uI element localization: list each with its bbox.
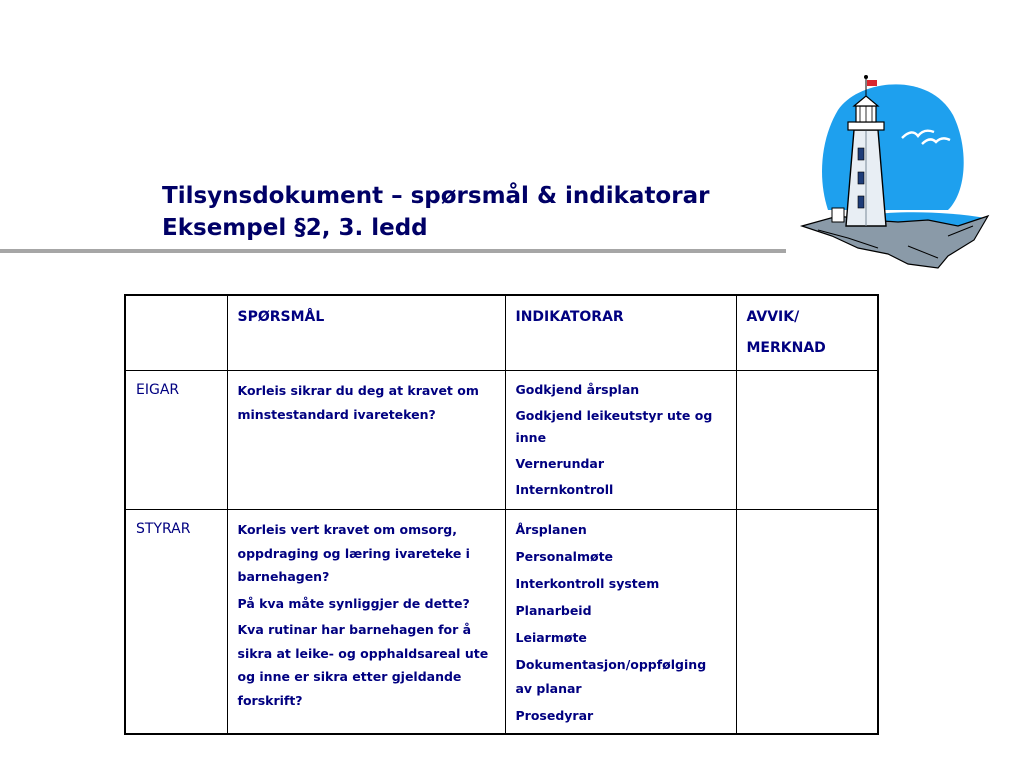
title-divider	[0, 249, 786, 253]
deviation-cell	[736, 371, 878, 510]
header-deviation-line2: MERKNAD	[746, 340, 826, 356]
question-text: På kva måte synliggjer de dette?	[237, 595, 470, 611]
title-line-1: Tilsynsdokument – spørsmål & indikatorar	[162, 183, 710, 209]
row-label-styrar: STYRAR	[125, 510, 227, 735]
indicator-text: Planarbeid	[515, 603, 592, 618]
header-deviation	[736, 295, 878, 371]
header-indicator	[505, 295, 736, 371]
question-text: Korleis sikrar du deg at kravet om minstestandard ivareteken?	[237, 383, 479, 422]
indicator-text: Godkjend årsplan	[515, 382, 640, 397]
indicator-text: Dokumentasjon/oppfølging av planar	[515, 657, 707, 696]
table-row	[125, 371, 878, 510]
indicator-cell	[505, 510, 736, 735]
indicator-text: Personalmøte	[515, 549, 614, 564]
title-line-2: Eksempel §2, 3. ledd	[162, 215, 428, 241]
question-text: Kva rutinar har barnehagen for å sikra at leike- og opphaldsareal ute og inne er sikra etter gjeldande forskrift?	[237, 622, 489, 708]
header-question-label: SPØRSMÅL	[237, 309, 325, 325]
header-corner	[125, 295, 227, 371]
table-header-row	[125, 295, 878, 371]
table-row	[125, 510, 878, 735]
lighthouse-icon	[798, 70, 994, 272]
row-label-eigar: EIGAR	[125, 371, 227, 510]
indicator-text: Godkjend leikeutstyr ute og inne	[515, 408, 713, 445]
header-deviation-line1: AVVIK/	[746, 309, 800, 325]
indicator-text: Leiarmøte	[515, 630, 587, 645]
question-cell	[227, 371, 505, 510]
inspection-table	[124, 294, 879, 735]
indicator-text: Prosedyrar	[515, 707, 594, 723]
header-question	[227, 295, 505, 371]
indicator-text: Interkontroll system	[515, 576, 660, 591]
indicator-cell	[505, 371, 736, 510]
header-indicator-label: INDIKATORAR	[515, 309, 624, 325]
indicator-text: Internkontroll	[515, 482, 614, 497]
question-text: Korleis vert kravet om omsorg, oppdraging og læring ivareteke i barnehagen?	[237, 522, 470, 584]
deviation-cell	[736, 510, 878, 735]
indicator-text: Årsplanen	[515, 522, 587, 537]
slide-title	[162, 180, 802, 244]
question-cell	[227, 510, 505, 735]
indicator-text: Vernerundar	[515, 456, 605, 471]
